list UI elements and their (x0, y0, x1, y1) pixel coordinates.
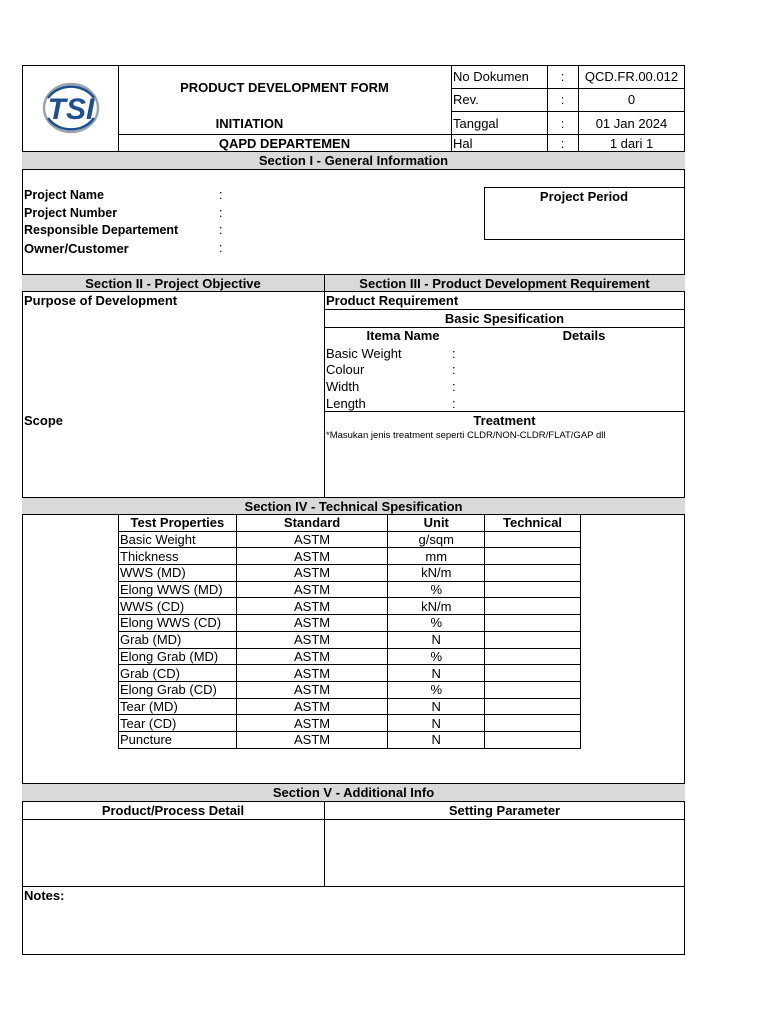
test-property: Elong WWS (CD) (119, 615, 237, 632)
field-sep: : (219, 223, 223, 237)
test-property: Tear (CD) (119, 715, 237, 732)
treatment-label: Treatment (473, 413, 536, 428)
test-standard: ASTM (236, 665, 388, 682)
spec-sep: : (452, 379, 456, 394)
meta-value-date: 01 Jan 2024 (595, 116, 668, 131)
technical-value-cell[interactable] (485, 731, 581, 748)
table-row (119, 598, 581, 615)
technical-value-cell[interactable] (485, 648, 581, 665)
product-process-detail-header: Product/Process Detail (101, 803, 245, 818)
field-sep: : (219, 206, 223, 220)
table-row (119, 565, 581, 582)
technical-value-cell[interactable] (485, 681, 581, 698)
test-unit: N (388, 731, 485, 748)
test-unit: % (388, 681, 485, 698)
test-property: Tear (MD) (119, 698, 237, 715)
test-standard: ASTM (236, 531, 388, 548)
test-standard: ASTM (236, 548, 388, 565)
test-unit: g/sqm (388, 531, 485, 548)
spec-item-length: Length (326, 396, 366, 411)
test-standard: ASTM (236, 565, 388, 582)
test-property: Basic Weight (119, 531, 237, 548)
technical-value-cell[interactable] (485, 565, 581, 582)
spec-item-width: Width (326, 379, 360, 394)
table-row (119, 648, 581, 665)
test-standard: ASTM (236, 581, 388, 598)
col-technical: Technical (485, 515, 581, 532)
product-requirement-label: Product Requirement (326, 293, 459, 308)
table-row (119, 631, 581, 648)
col-test-properties: Test Properties (119, 515, 237, 532)
test-property: WWS (MD) (119, 565, 237, 582)
meta-value-rev: 0 (627, 92, 636, 107)
test-property: Puncture (119, 731, 237, 748)
technical-value-cell[interactable] (485, 531, 581, 548)
test-property: Grab (CD) (119, 665, 237, 682)
test-unit: N (388, 665, 485, 682)
notes-label: Notes: (24, 888, 65, 903)
treatment-note: *Masukan jenis treatment seperti CLDR/NON-CLDR/FLAT/GAP dll (326, 430, 606, 441)
table-header-row (119, 515, 581, 532)
test-unit: N (388, 698, 485, 715)
spec-sep: : (452, 346, 456, 361)
test-standard: ASTM (236, 731, 388, 748)
logo-text: TSI (47, 93, 95, 126)
meta-sep: : (560, 116, 565, 131)
test-standard: ASTM (236, 631, 388, 648)
meta-sep: : (560, 69, 565, 84)
test-standard: ASTM (236, 615, 388, 632)
department-name: QAPD DEPARTEMEN (218, 136, 351, 151)
table-row (119, 731, 581, 748)
test-unit: N (388, 715, 485, 732)
test-unit: mm (388, 548, 485, 565)
technical-value-cell[interactable] (485, 581, 581, 598)
technical-value-cell[interactable] (485, 548, 581, 565)
test-property: Grab (MD) (119, 631, 237, 648)
form-subtitle: INITIATION (215, 116, 284, 131)
table-row (119, 531, 581, 548)
technical-value-cell[interactable] (485, 598, 581, 615)
meta-label-doc-no: No Dokumen (453, 69, 529, 84)
form-border-top (22, 65, 685, 66)
table-row (119, 698, 581, 715)
table-row (119, 715, 581, 732)
field-sep: : (219, 188, 223, 202)
notes-area[interactable] (23, 905, 683, 953)
item-name-header: Itema Name (366, 328, 440, 343)
technical-value-cell[interactable] (485, 615, 581, 632)
table-row (119, 681, 581, 698)
spec-item-basic-weight: Basic Weight (326, 346, 402, 361)
field-responsible-dept-label: Responsible Departement (24, 223, 179, 237)
project-period-label: Project Period (539, 189, 629, 204)
spec-sep: : (452, 362, 456, 377)
basic-spec-label: Basic Spesification (444, 311, 565, 326)
meta-value-page: 1 dari 1 (609, 136, 654, 151)
test-unit: % (388, 615, 485, 632)
field-project-name-label: Project Name (24, 188, 104, 202)
test-property: Elong Grab (CD) (119, 681, 237, 698)
test-standard: ASTM (236, 598, 388, 615)
col-unit: Unit (388, 515, 485, 532)
test-unit: kN/m (388, 565, 485, 582)
technical-value-cell[interactable] (485, 715, 581, 732)
form-title: PRODUCT DEVELOPMENT FORM (180, 80, 389, 95)
section2-title: Section II - Project Objective (85, 276, 261, 291)
test-property: Elong WWS (MD) (119, 581, 237, 598)
test-property: WWS (CD) (119, 598, 237, 615)
meta-sep: : (560, 136, 565, 151)
field-owner-customer-label: Owner/Customer (24, 241, 129, 256)
meta-value-doc-no: QCD.FR.00.012 (584, 69, 679, 84)
technical-value-cell[interactable] (485, 665, 581, 682)
form-border-bottom (22, 954, 685, 955)
section1-title: Section I - General Information (258, 153, 449, 168)
table-row (119, 615, 581, 632)
col-standard: Standard (236, 515, 388, 532)
spec-sep: : (452, 396, 456, 411)
spec-item-colour: Colour (326, 362, 365, 377)
table-row (119, 581, 581, 598)
section3-title: Section III - Product Development Requirement (359, 276, 650, 291)
technical-value-cell[interactable] (485, 631, 581, 648)
section4-title: Section IV - Technical Spesification (244, 499, 463, 514)
section5-title: Section V - Additional Info (272, 785, 435, 800)
setting-parameter-header: Setting Parameter (448, 803, 561, 818)
test-unit: N (388, 631, 485, 648)
technical-value-cell[interactable] (485, 698, 581, 715)
test-property: Thickness (119, 548, 237, 565)
test-unit: kN/m (388, 598, 485, 615)
test-standard: ASTM (236, 681, 388, 698)
test-property: Elong Grab (MD) (119, 648, 237, 665)
test-standard: ASTM (236, 698, 388, 715)
setting-parameter-area[interactable] (325, 821, 683, 885)
meta-label-page: Hal (453, 136, 473, 151)
test-standard: ASTM (236, 648, 388, 665)
technical-spec-table (118, 514, 581, 749)
test-standard: ASTM (236, 715, 388, 732)
test-unit: % (388, 581, 485, 598)
details-header: Details (562, 328, 606, 343)
product-process-detail-area[interactable] (23, 821, 323, 885)
meta-label-rev: Rev. (453, 92, 479, 107)
meta-label-date: Tanggal (453, 116, 499, 131)
meta-sep: : (560, 92, 565, 107)
table-row (119, 665, 581, 682)
purpose-of-development-label: Purpose of Development (24, 293, 178, 308)
scope-label: Scope (24, 413, 64, 428)
field-project-number-label: Project Number (24, 206, 118, 220)
company-logo (40, 80, 102, 136)
test-unit: % (388, 648, 485, 665)
field-sep: : (219, 241, 223, 255)
table-row (119, 548, 581, 565)
